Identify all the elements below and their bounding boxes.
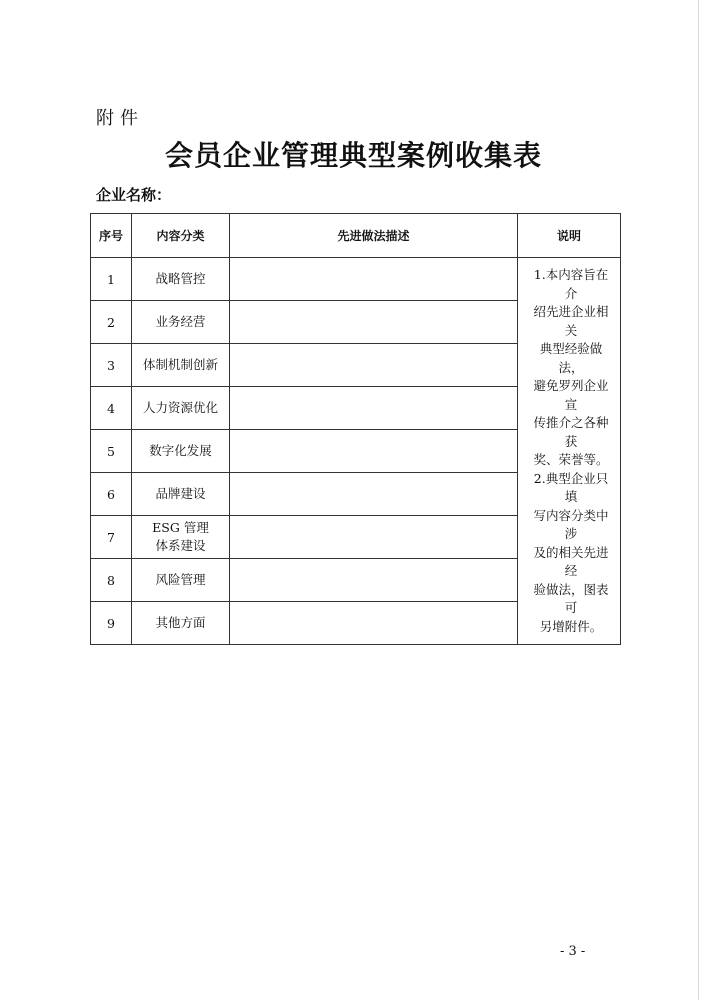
row-category: 品牌建设	[132, 473, 230, 516]
note-line: 奖、荣誉等。	[533, 452, 609, 467]
row-number: 5	[91, 430, 132, 473]
row-number: 1	[91, 258, 132, 301]
row-number: 2	[91, 301, 132, 344]
table-header-row	[91, 214, 621, 258]
note-line: 1.本内容旨在介	[533, 267, 609, 301]
row-description-cell[interactable]	[230, 602, 518, 645]
row-description-cell[interactable]	[230, 301, 518, 344]
note-line: 绍先进企业相关	[533, 304, 609, 338]
row-number: 8	[91, 559, 132, 602]
note-line: 2.典型企业只填	[533, 470, 609, 504]
row-description-cell[interactable]	[230, 559, 518, 602]
header-note: 说明	[518, 214, 621, 258]
note-line: 验做法，图表可	[533, 581, 609, 615]
row-category: 业务经营	[132, 301, 230, 344]
row-number: 6	[91, 473, 132, 516]
row-category: ESG 管理体系建设	[132, 516, 230, 559]
row-description-cell[interactable]	[230, 344, 518, 387]
header-category: 内容分类	[132, 214, 230, 258]
row-category: 体制机制创新	[132, 344, 230, 387]
note-line: 典型经验做法，	[539, 341, 603, 375]
case-collection-table	[90, 213, 621, 645]
header-description: 先进做法描述	[230, 214, 518, 258]
row-category: 风险管理	[132, 559, 230, 602]
row-category: 人力资源优化	[132, 387, 230, 430]
note-line: 传推介之各种获	[533, 415, 609, 449]
row-category: 战略管控	[132, 258, 230, 301]
table-row	[91, 258, 621, 301]
row-category: 数字化发展	[132, 430, 230, 473]
note-line: 及的相关先进经	[533, 544, 609, 578]
row-description-cell[interactable]	[230, 387, 518, 430]
row-number: 7	[91, 516, 132, 559]
header-no: 序号	[91, 214, 132, 258]
note-line: 避免罗列企业宣	[533, 378, 609, 412]
page-title: 会员企业管理典型案例收集表	[164, 139, 542, 172]
company-name-label: 企业名称：	[96, 186, 172, 204]
row-description-cell[interactable]	[230, 473, 518, 516]
row-number: 3	[91, 344, 132, 387]
attachment-label: 附件	[96, 108, 144, 129]
row-description-cell[interactable]	[230, 430, 518, 473]
row-category: 其他方面	[132, 602, 230, 645]
note-line: 另增附件。	[539, 618, 603, 634]
row-description-cell[interactable]	[230, 258, 518, 301]
page-number: - 3 -	[560, 944, 586, 959]
row-number: 9	[91, 602, 132, 645]
note-line: 写内容分类中涉	[533, 507, 609, 541]
note-cell	[518, 258, 621, 645]
row-description-cell[interactable]	[230, 516, 518, 559]
row-number: 4	[91, 387, 132, 430]
